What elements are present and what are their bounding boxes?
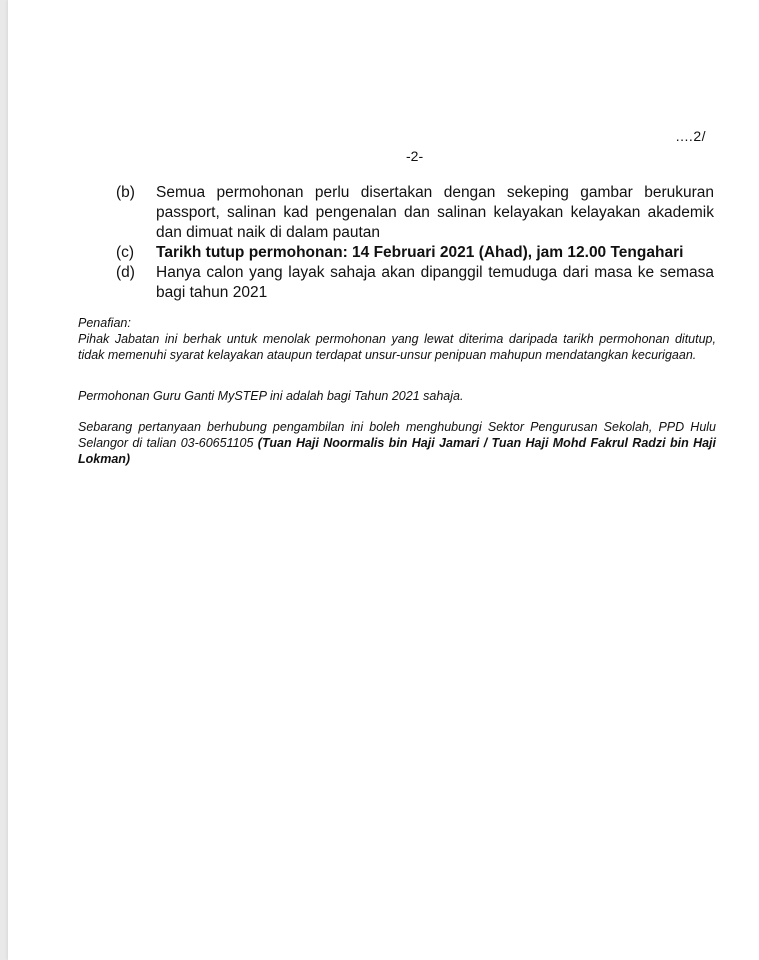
contact-names: (Tuan Haji Noormalis bin Haji Jamari / Tuan Haji Mohd Fakrul Radzi bin Haji Lokman) — [78, 436, 716, 466]
closing-date-text: Tarikh tutup permohonan: 14 Februari 2021 (Ahad), jam 12.00 Tengahari — [156, 244, 684, 261]
page-number: -2- — [406, 148, 424, 164]
list-item-text: Semua permohonan perlu disertakan dengan sekeping gambar berukuran passport, salinan kad pengenalan dan salinan kelayakan kelayakan akademik dan dimuat naik di dalam pautan — [156, 184, 714, 241]
list-item-b — [114, 183, 714, 243]
contact-paragraph — [78, 419, 716, 467]
list-marker: (c) — [116, 244, 135, 261]
contact-text: Sebarang pertanyaan berhubung pengambilan ini boleh menghubungi Sektor Pengurusan Sekolah, PPD Hulu Selangor di talian 03-60651105 — [78, 420, 716, 450]
continuation-page-ref: ....2/ — [675, 128, 706, 144]
list-item-d — [114, 263, 714, 303]
requirements-list — [114, 183, 714, 303]
disclaimer-body: Pihak Jabatan ini berhak untuk menolak permohonan yang lewat diterima daripada tarikh permohonan ditutup, tidak memenuhi syarat kelayakan ataupun terdapat unsur-unsur penipuan mahupun mendatangkan kecurigaan. — [78, 332, 716, 362]
list-item-text: Hanya calon yang layak sahaja akan dipanggil temuduga dari masa ke semasa bagi tahun 2021 — [156, 264, 714, 301]
document-page — [8, 0, 759, 960]
disclaimer-heading: Penafian: — [78, 316, 131, 330]
list-marker: (b) — [116, 184, 135, 201]
list-item-c — [114, 243, 714, 263]
programme-year-note: Permohonan Guru Ganti MySTEP ini adalah bagi Tahun 2021 sahaja. — [78, 389, 464, 403]
list-marker: (d) — [116, 264, 135, 281]
